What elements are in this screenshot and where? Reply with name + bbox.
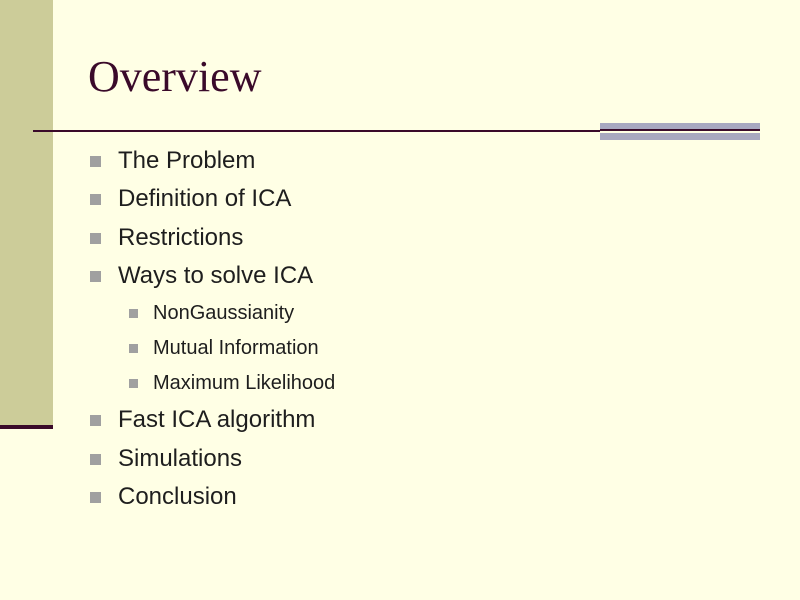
sub-bullet-text: Maximum Likelihood — [153, 372, 336, 394]
title-divider — [33, 130, 600, 132]
square-bullet-icon — [90, 271, 101, 282]
square-bullet-icon — [129, 309, 138, 318]
bullet-text: Definition of ICA — [118, 185, 292, 212]
bullet-item-fast-ica — [90, 405, 315, 435]
bullet-text: The Problem — [118, 147, 256, 174]
bullet-item-problem — [90, 146, 255, 176]
bullet-item-definition — [90, 184, 291, 214]
square-bullet-icon — [90, 233, 101, 244]
sub-bullet-text: NonGaussianity — [153, 302, 295, 324]
square-bullet-icon — [90, 156, 101, 167]
bullet-item-ways — [90, 261, 313, 291]
left-bar-underline — [0, 425, 53, 429]
square-bullet-icon — [90, 415, 101, 426]
square-bullet-icon — [90, 194, 101, 205]
bullet-item-restrictions — [90, 223, 243, 253]
bullet-text: Conclusion — [118, 483, 237, 510]
square-bullet-icon — [90, 492, 101, 503]
divider-accent — [600, 123, 760, 141]
bullet-text: Fast ICA algorithm — [118, 406, 316, 433]
square-bullet-icon — [129, 344, 138, 353]
sub-bullet-item-maximum-likelihood — [129, 370, 335, 396]
bullet-text: Ways to solve ICA — [118, 262, 314, 289]
sub-bullet-text: Mutual Information — [153, 337, 319, 359]
left-decorative-bar — [0, 0, 53, 426]
slide-title: Overview — [88, 52, 262, 101]
sub-bullet-item-nongaussianity — [129, 300, 294, 326]
bullet-text: Restrictions — [118, 224, 244, 251]
bullet-item-simulations — [90, 444, 242, 474]
square-bullet-icon — [129, 379, 138, 388]
bullet-text: Simulations — [118, 445, 243, 472]
bullet-item-conclusion — [90, 482, 237, 512]
divider-accent-line — [600, 129, 760, 131]
sub-bullet-item-mutual-information — [129, 335, 319, 361]
square-bullet-icon — [90, 454, 101, 465]
divider-accent-stripe — [600, 133, 760, 140]
